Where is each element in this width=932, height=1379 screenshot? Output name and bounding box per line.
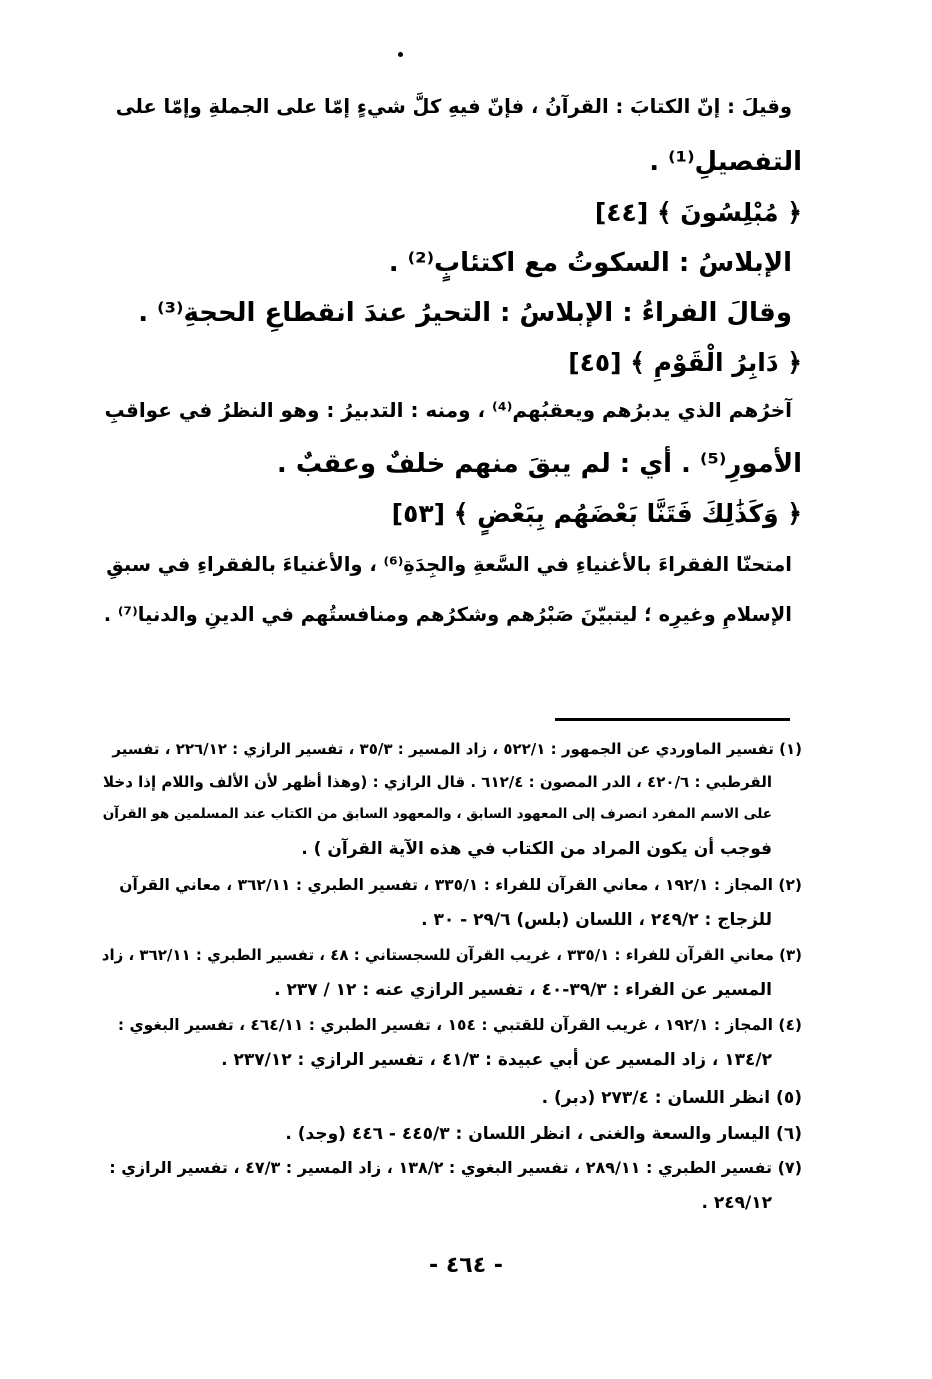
- footnote-line: (٣) معاني القرآن للفراء : ٣٣٥/١ ، غريب القرآن للسجستاني : ٤٨ ، تفسير الطبري : ٣٦٢/١١ ، زاد: [101, 946, 802, 964]
- page-number: - ٤٦٤ -: [429, 1253, 503, 1278]
- text-line: التفصيلِ⁽¹⁾ .: [649, 147, 802, 177]
- footnote-line: (١) تفسير الماوردي عن الجمهور : ٥٢٢/١ ، زاد المسير : ٣٥/٣ ، تفسير الرازي : ٢٢٦/١٢ ، تفسير: [112, 740, 802, 758]
- footnote-line: المسير عن الفراء : ٣٩/٣-٤٠ ، تفسير الرازي عنه : ١٢ / ٢٣٧ .: [274, 980, 772, 1000]
- verse-heading: ﴿ مُبْلِسُونَ ﴾ [٤٤]: [594, 198, 802, 227]
- footnote-line: (٥) انظر اللسان : ٢٧٣/٤ (دبر) .: [541, 1088, 802, 1108]
- text-line: الإسلامِ وغيرِه ؛ ليتبيّنَ صَبْرُهم وشكرُهم ومنافستُهم في الدينِ والدنيا⁽⁷⁾ .: [103, 603, 792, 626]
- footnote-line: للزجاج : ٢٤٩/٢ ، اللسان (بلس) ٢٩/٦ - ٣٠ .: [421, 910, 772, 930]
- footnote-line: فوجب أن يكون المراد من الكتاب في هذه الآية القرآن ) .: [301, 839, 772, 859]
- footnote-line: (٧) تفسير الطبري : ٢٨٩/١١ ، تفسير البغوي : ١٣٨/٢ ، زاد المسير : ٤٧/٣ ، تفسير الرازي :: [109, 1158, 802, 1177]
- verse-heading: ﴿ وَكَذَٰلِكَ فَتَنَّا بَعْضَهُم بِبَعْضٍ ﴾ [٥٣]: [391, 499, 802, 528]
- footnote-line: (٢) المجاز : ١٩٢/١ ، معاني القرآن للفراء : ٣٣٥/١ ، تفسير الطبري : ٣٦٢/١١ ، معاني القرآن: [119, 876, 802, 894]
- text-line: الأمورِ⁽⁵⁾ . أي : لم يبقَ منهم خلفٌ وعقبٌ .: [276, 449, 802, 479]
- text-line: وقيلَ : إنّ الكتابَ : القرآنُ ، فإنّ فيهِ كلَّ شيءٍ إمّا على الجملةِ وإمّا على: [115, 95, 792, 118]
- text-line: الإبلاسُ : السكوتُ مع اكتئابٍ⁽²⁾ .: [388, 248, 792, 278]
- footnote-line: القرطبي : ٤٢٠/٦ ، الدر المصون : ٦١٢/٤ . قال الرازي : (وهذا أظهر لأن الألف واللام إذا دخلا: [103, 773, 772, 791]
- footnote-separator: [555, 718, 790, 721]
- footnote-line: (٦) اليسار والسعة والغنى ، انظر اللسان : ٤٤٥/٣ - ٤٤٦ (وجد) .: [285, 1124, 802, 1144]
- footnote-line: ١٣٤/٢ ، زاد المسير عن أبي عبيدة : ٤١/٣ ، تفسير الرازي : ٢٣٧/١٢ .: [221, 1050, 772, 1070]
- text-line: آخرُهم الذي يدبرُهم ويعقبُهم⁽⁴⁾ ، ومنه : التدبيرُ : وهو النظرُ في عواقبِ: [104, 398, 792, 422]
- footnote-line: (٤) المجاز : ١٩٢/١ ، غريب القرآن للقتبي : ١٥٤ ، تفسير الطبري : ٤٦٤/١١ ، تفسير البغوي :: [117, 1016, 802, 1034]
- text-line: وقالَ الفراءُ : الإبلاسُ : التحيرُ عندَ انقطاعِ الحجةِ⁽³⁾ .: [138, 298, 792, 328]
- verse-heading: ﴿ دَابِرُ الْقَوْمِ ﴾ [٤٥]: [568, 348, 802, 377]
- footnote-line: على الاسم المفرد انصرف إلى المعهود السابق ، والمعهود السابق من الكتاب عند المسلمين هو القرآن: [102, 806, 772, 822]
- page-mark: [398, 52, 403, 57]
- footnote-line: ٢٤٩/١٢ .: [701, 1193, 772, 1213]
- text-line: امتحنّا الفقراءَ بالأغنياءِ في السَّعةِ والجِدَةِ⁽⁶⁾ ، والأغنياءَ بالفقراءِ في سبقِ: [106, 553, 792, 576]
